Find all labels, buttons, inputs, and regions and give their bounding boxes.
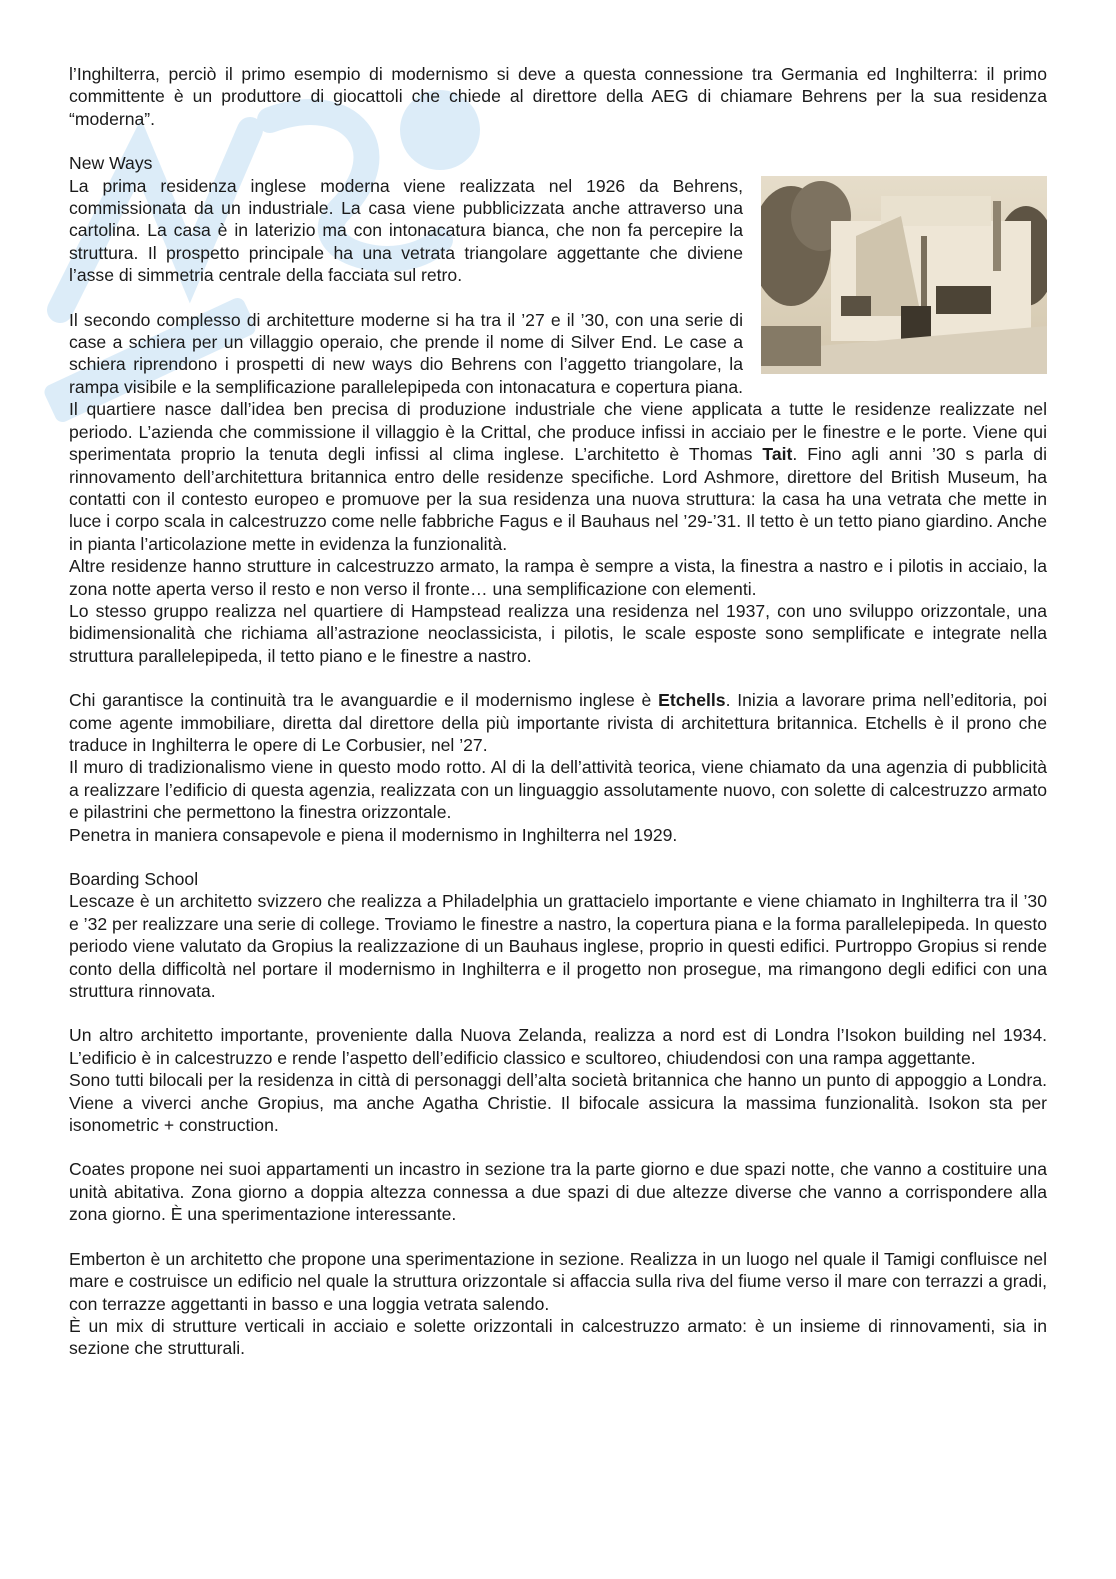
paragraph-muro: Il muro di tradizionalismo viene in questo modo rotto. Al di la dell’attività teorica, viene chiamato da una agenzia di pubblicità a realizzare l’edificio di questa agenzia, realizzata con un linguaggio assolutamente nuovo, con solette di calcestruzzo armato e pilastrini che permettono la finestra orizzontale. [69, 757, 1047, 823]
paragraph-hampstead: Lo stesso gruppo realizza nel quartiere di Hampstead realizza una residenza nel 1937, con uno sviluppo orizzontale, una bidimensionalità che richiama all’astrazione neoclassicista, i pilotis, le scale esposte sono semplificate e integrate nella struttura parallelepipeda, il tetto piano e le finestre a nastro. [69, 600, 1047, 666]
paragraph-penetra: Penetra in maniera consapevole e piena il modernismo in Inghilterra nel 1929. [69, 824, 678, 845]
paragraph-isokon: Un altro architetto importante, proveniente dalla Nuova Zelanda, realizza a nord est di Londra l’Isokon building nel 1934. L’edificio è in calcestruzzo e rende l’aspetto dell’edificio classico e scultoreo, chiudendosi con una rampa aggettante. [69, 1025, 1047, 1068]
paragraph-boarding-school: Lescaze è un architetto svizzero che realizza a Philadelphia un grattacielo importante e viene chiamato in Inghilterra tra il ’30 e ’32 per realizzare una serie di college. Troviamo le finestre a nastro, la copertura piana e la forma parallelepipeda. In questo periodo viene valutato da Gropius la realizzazione di un Bauhaus inglese, proprio in questi edifici. Purtroppo Gropius si rende conto della difficoltà nel portare il modernismo in Inghilterra e il progetto non prosegue, ma rimangono degli edifici con una struttura rinnovata. [69, 891, 1047, 1002]
heading-boarding-school: Boarding School [69, 869, 199, 889]
house-photo-icon [761, 176, 1047, 374]
etchells-bold: Etchells [658, 690, 726, 711]
paragraph-mix: È un mix di strutture verticali in acciaio e solette orizzontali in calcestruzzo armato: è un insieme di rinnovamenti, sia in sezione che strutturali. [69, 1315, 1047, 1359]
silver-end-text-a: Il secondo complesso di architetture moderne si ha tra il ’27 e il ’30, con una serie di case a schiera per un villaggio operaio, che prende il nome di Silver End. Le case a schiera riprendono i prospetti di new ways dio Behrens con l’aggetto triangolare, la rampa visibile e la semplificazione parallelepipeda con intonacatura e copertura piana. Il quartiere nasce dall’idea ben precisa di produzione industriale che viene applicata a tutte le residenze realizzate nel periodo. L’azienda che commissione il villaggio è la Crittal, che produce infissi in acciaio per le finestre e le porte. Viene qui sperimentata proprio la tenuta degli infissi al clima inglese. L’architetto è Thomas [69, 309, 1047, 465]
paragraph-bilocali: Sono tutti bilocali per la residenza in città di personaggi dell’alta società britannica che hanno un punto di appoggio a Londra. Viene a viverci anche Gropius, ma anche Agatha Christie. Il bifocale assicura la massima funzionalità. Isokon sta per isonometric + construction. [69, 1070, 1047, 1136]
etchells-text-a: Chi garantisce la continuità tra le avanguardie e il modernismo inglese è [69, 690, 659, 711]
paragraph-altre-residenze: Altre residenze hanno strutture in calcestruzzo armato, la rampa è sempre a vista, la finestra a nastro e i pilotis in acciaio, la zona notte aperta verso il resto e non verso il fronte… una semplificazione con elementi. [69, 556, 1047, 599]
paragraph-emberton: Emberton è un architetto che propone una sperimentazione in sezione. Realizza in un luogo nel quale il Tamigi confluisce nel mare e costruisce un edificio nel quale la struttura orizzontale si affaccia sulla riva del fiume verso il mare con terrazzi a gradi, con terrazze aggettanti in basso e una loggia vetrata salendo. [69, 1248, 1047, 1314]
paragraph-etchells [69, 689, 1047, 756]
silver-end-bold: Tait [762, 444, 793, 465]
document-body [69, 63, 1047, 1360]
paragraph-intro: l’Inghilterra, perciò il primo esempio di modernismo si deve a questa connessione tra Germania ed Inghilterra: il primo committente è un produttore di giocattoli che chiede al direttore della AEG di chiamare Behrens per la sua residenza “moderna”. [69, 64, 1047, 129]
etchells-text-b: . Inizia a lavorare prima nell’editoria, poi come agente immobiliare, diretta dal direttore della più importante rivista di architettura britannica. Etchells è il prono che traduce in Inghilterra le opere di Le Corbusier, nel ’27. [69, 690, 1047, 755]
heading-new-ways: New Ways [69, 153, 153, 174]
silver-end-text-b: . Fino agli anni ’30 s parla di rinnovamento dell’architettura britannica entro delle residenze specifiche. Lord Ashmore, direttore del British Museum, ha contatti con il contesto europeo e promuove per la sua residenza una nuova struttura: la casa ha una vetrata che mette in luce i corpo scala in calcestruzzo come nelle fabbriche Fagus e il Bauhaus nel ’29-’31. Il tetto è un tetto piano giardino. Anche in pianta l’articolazione mette in evidenza la funzionalità. [69, 444, 1047, 554]
paragraph-coates: Coates propone nei suoi appartamenti un incastro in sezione tra la parte giorno e due spazi notte, che vanno a costituire una unità abitativa. Zona giorno a doppia altezza connessa a due spazi di due altezze diverse che vanno a corrispondere alla zona giorno. È una sperimentazione interessante. [69, 1159, 1047, 1225]
house-photo [761, 176, 1047, 374]
paragraph-new-ways: La prima residenza inglese moderna viene realizzata nel 1926 da Behrens, commissionata da un industriale. La casa viene pubblicizzata anche attraverso una cartolina. La casa è in laterizio ma con intonacatura bianca, che non fa percepire la struttura. Il prospetto principale ha una vetrata triangolare aggettante che diviene l’asse di simmetria centrale della facciata sul retro. [69, 175, 743, 286]
